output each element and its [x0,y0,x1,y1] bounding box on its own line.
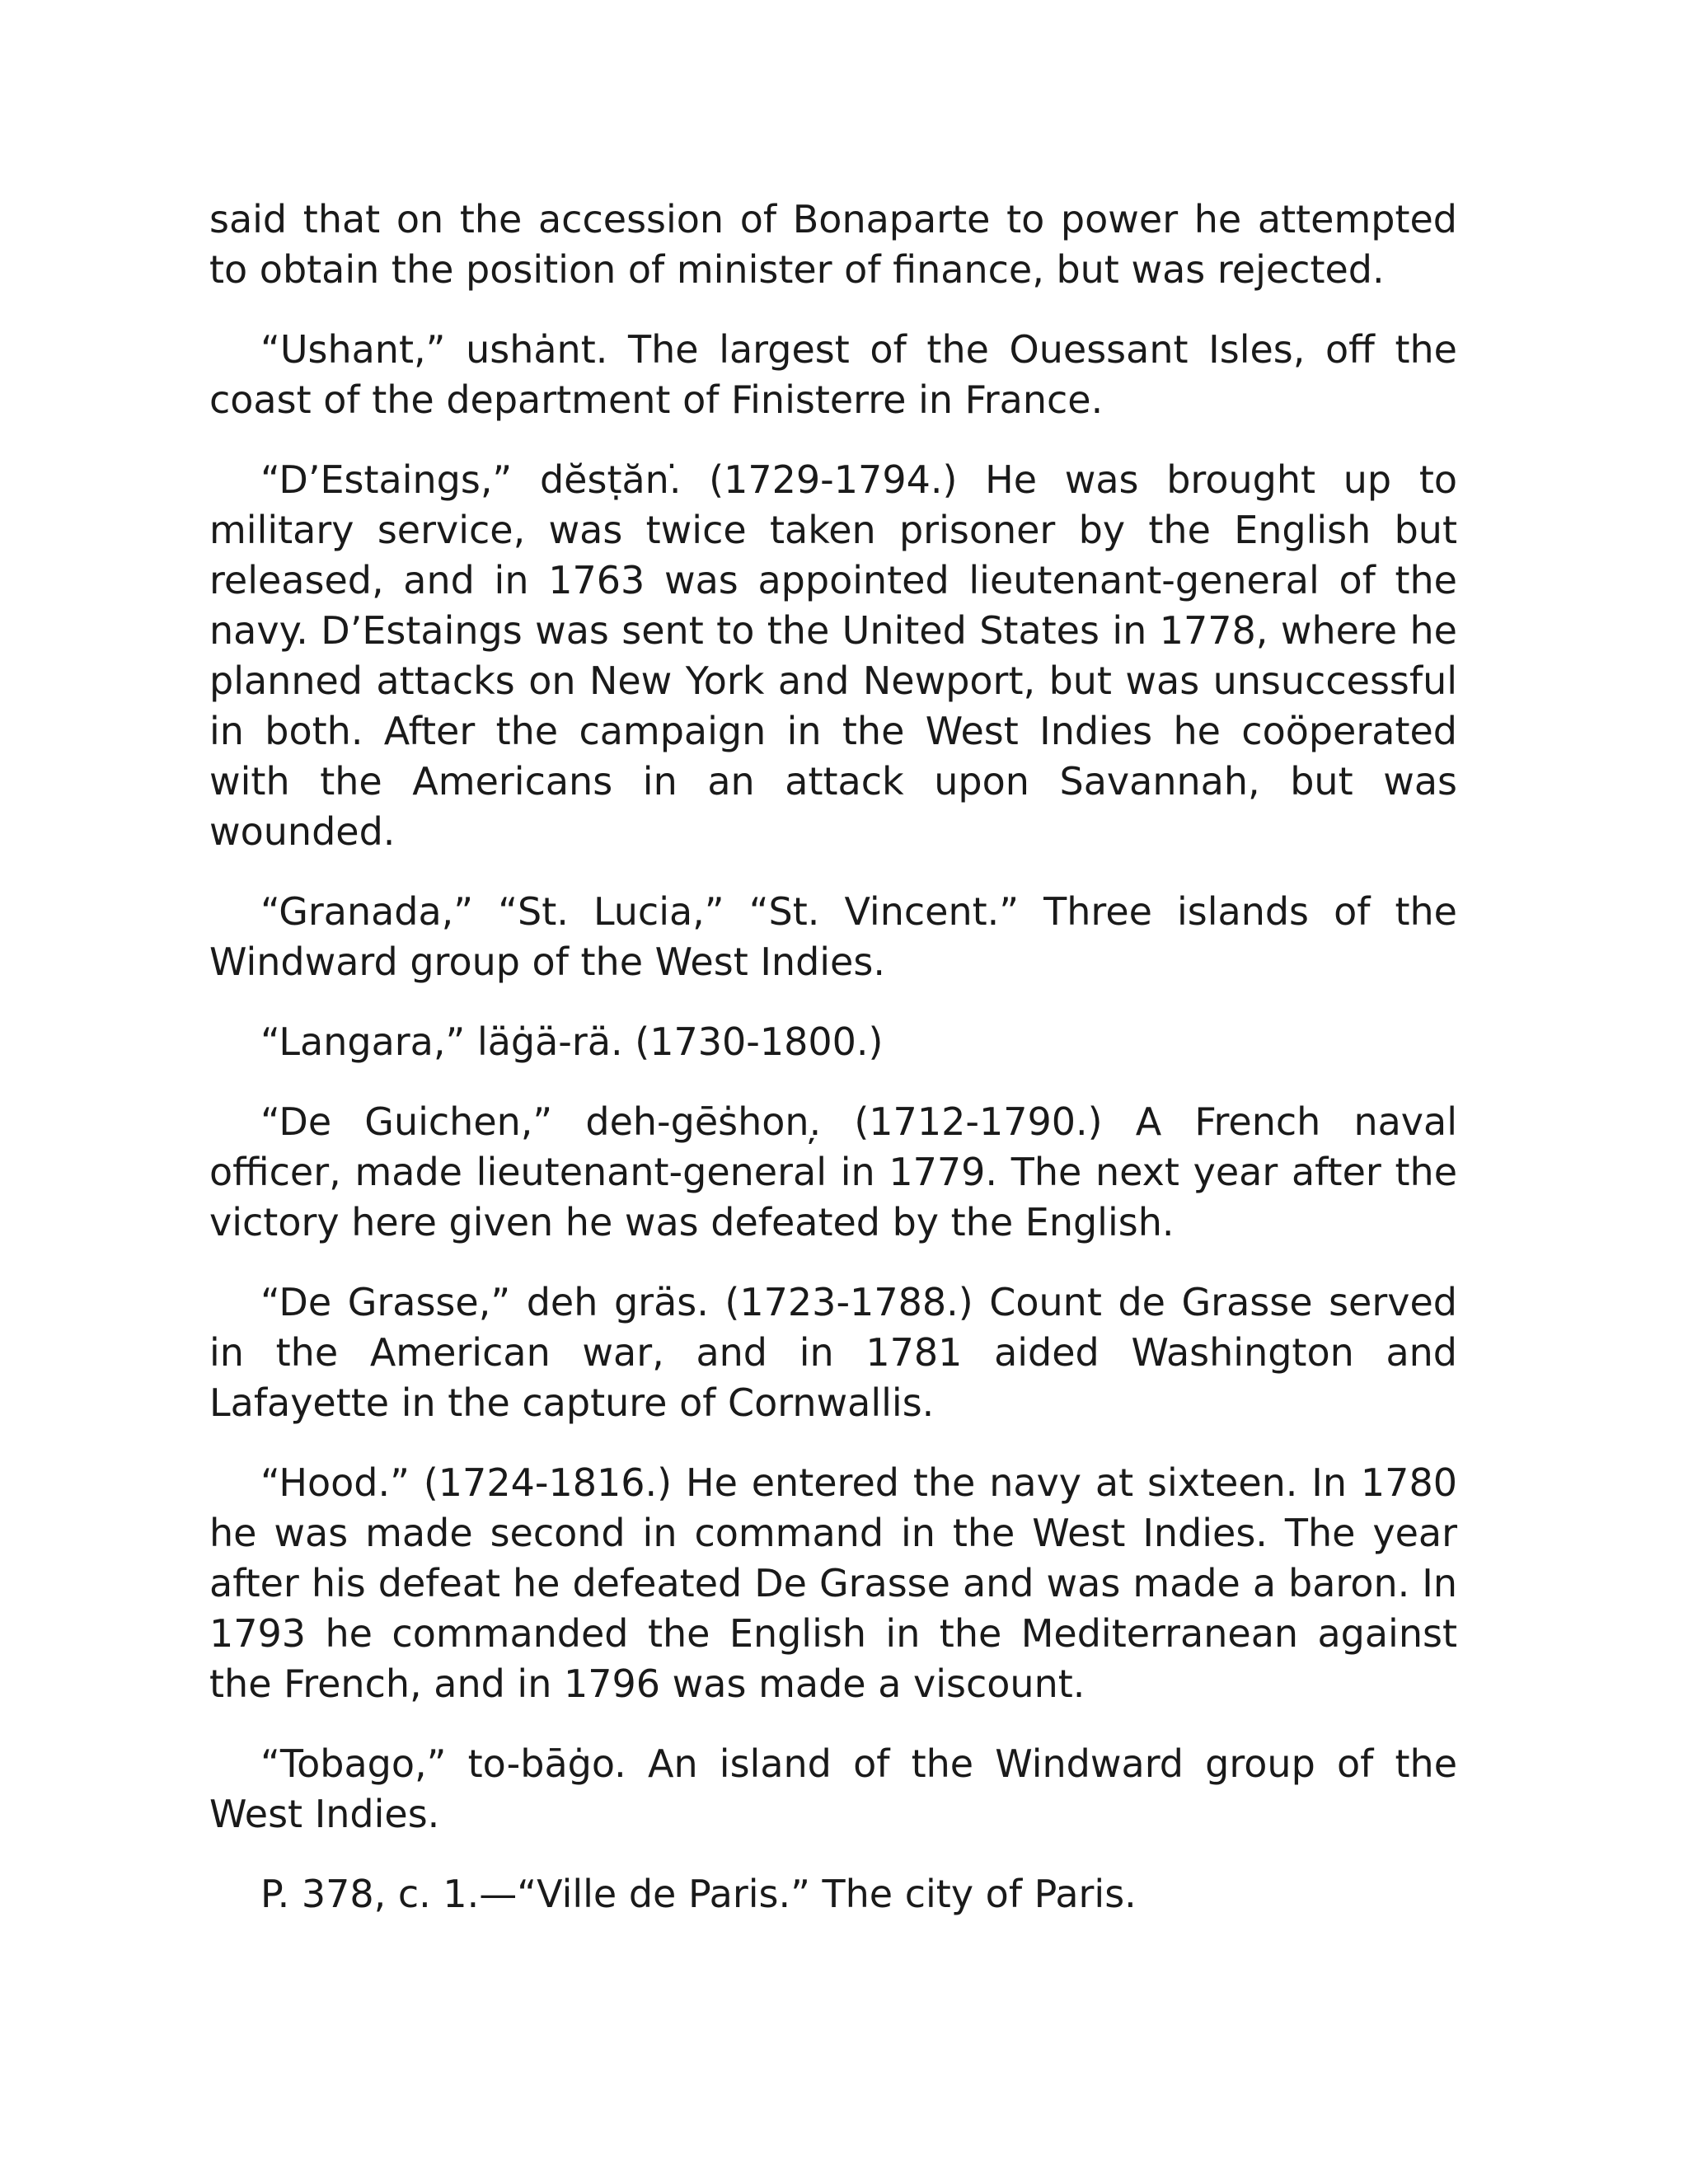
entry-ushant: “Ushant,” ushȧnt. The largest of the Ouessant Isles, off the coast of the department of Finisterre in France. [209,327,1457,422]
entry-de-grasse: “De Grasse,” deh gräs. (1723-1788.) Count de Grasse served in the American war, and in 1781 aided Washington and Lafayette in the capture of Cornwallis. [209,1280,1457,1425]
document-page [209,194,1457,1949]
entry-de-guichen: “De Guichen,” deh-gēṡhon.̦ (1712-1790.) A French naval officer, made lieutenant-general in 1779. The next year after the victory here given he was defeated by the English. [209,1099,1457,1244]
paragraph-continuation: said that on the accession of Bonaparte to power he attempted to obtain the position of minister of finance, but was rejected. [209,197,1457,292]
entry-ville-de-paris: P. 378, c. 1.—“Ville de Paris.” The city of Paris. [260,1872,1137,1916]
entry-tobago: “Tobago,” to-bāġo. An island of the Windward group of the West Indies. [209,1741,1457,1836]
entry-hood: “Hood.” (1724-1816.) He entered the navy at sixteen. In 1780 he was made second in command in the West Indies. The year after his defeat he defeated De Grasse and was made a baron. In 1793 he commanded the English in the Mediterranean against the French, and in 1796 was made a viscount. [209,1460,1457,1706]
entry-granada: “Granada,” “St. Lucia,” “St. Vincent.” Three islands of the Windward group of the West Indies. [209,889,1457,984]
entry-destaings: “D’Estaings,” dĕsṭăn.̇ (1729-1794.) He was brought up to military service, was twice taken prisoner by the English but released, and in 1763 was appointed lieutenant-general of the navy. D’Estaings was sent to the United States in 1778, where he planned attacks on New York and Newport, but was unsuccessful in both. After the campaign in the West Indies he coöperated with the Americans in an attack upon Savannah, but was wounded. [209,457,1457,854]
entry-langara: “Langara,” läġä-rä. (1730-1800.) [260,1019,884,1064]
